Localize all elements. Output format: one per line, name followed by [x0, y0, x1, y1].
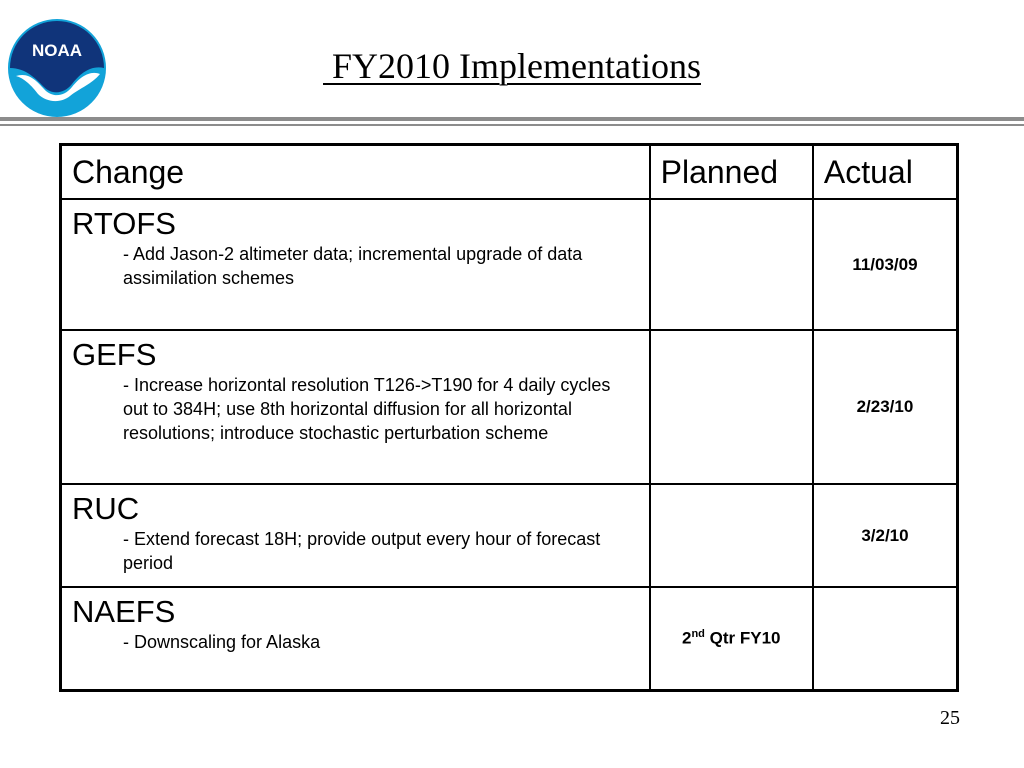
page-number: 25 — [940, 707, 960, 729]
table-row — [61, 587, 958, 690]
system-name: RTOFS — [72, 206, 176, 241]
header-divider-thick — [0, 117, 1024, 121]
planned-ordinal-suffix: nd — [691, 627, 705, 640]
change-cell — [61, 484, 650, 587]
change-cell — [61, 330, 650, 484]
table-row — [61, 330, 958, 484]
change-cell — [61, 587, 650, 690]
table-header-row — [61, 145, 958, 200]
actual-cell — [813, 587, 958, 690]
change-description: - Add Jason-2 altimeter data; incremental upgrade of data assimilation schemes — [123, 244, 583, 288]
planned-quarter-text: Qtr FY10 — [704, 628, 781, 648]
planned-cell — [650, 587, 813, 690]
planned-cell — [650, 330, 813, 484]
planned-cell — [650, 199, 813, 330]
change-cell — [61, 199, 650, 330]
system-name: NAEFS — [72, 594, 176, 629]
change-description: - Downscaling for Alaska — [123, 632, 321, 652]
change-description: - Increase horizontal resolution T126->T190 for 4 daily cycles out to 384H; use 8th horizontal diffusion for all horizontal resolutions; introduce stochastic perturbation scheme — [123, 375, 611, 443]
system-name: RUC — [72, 491, 140, 526]
change-description: - Extend forecast 18H; provide output every hour of forecast period — [123, 529, 601, 573]
planned-cell — [650, 484, 813, 587]
header-change: Change — [61, 145, 650, 200]
header-actual: Actual — [813, 145, 958, 200]
actual-cell: 3/2/10 — [813, 484, 958, 587]
table-row — [61, 484, 958, 587]
logo-text: NOAA — [31, 41, 83, 60]
table-row — [61, 199, 958, 330]
implementations-table — [59, 143, 959, 692]
actual-cell: 11/03/09 — [813, 199, 958, 330]
actual-cell: 2/23/10 — [813, 330, 958, 484]
system-name: GEFS — [72, 337, 157, 372]
header-divider-thin — [0, 124, 1024, 126]
planned-quarter-number: 2 — [681, 628, 692, 648]
slide-title: FY2010 Implementations — [323, 46, 701, 86]
header-planned: Planned — [650, 145, 813, 200]
